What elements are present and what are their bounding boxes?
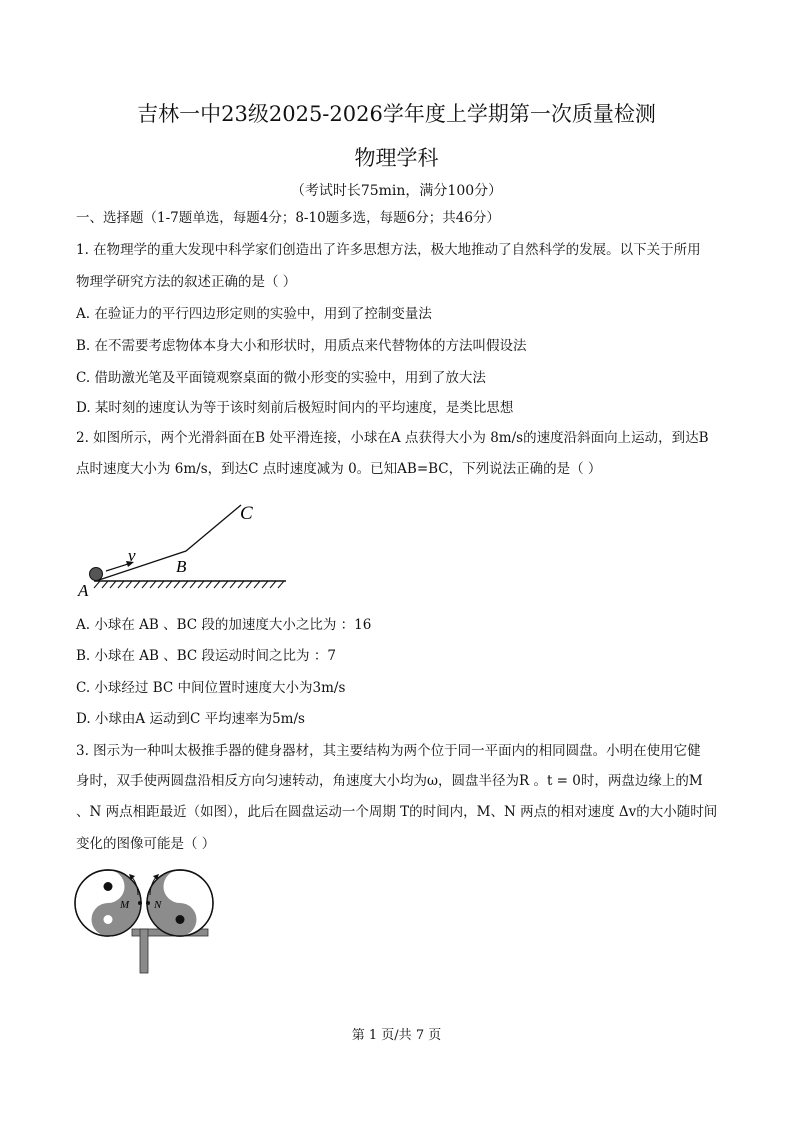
incline-line (96, 505, 241, 581)
point-n (146, 901, 150, 905)
q2-stem-line1: 2. 如图所示，两个光滑斜面在B 处平滑连接，小球在A 点获得大小为 8m/s的速度沿斜面向上运动，到达B (76, 430, 709, 446)
label-n: N (154, 899, 162, 911)
subject-title: 物理学科 (354, 146, 439, 170)
page-footer: 第 1 页/共 7 页 (351, 1028, 442, 1043)
ball (90, 568, 103, 581)
q1-stem-line2: 物理学研究方法的叙述正确的是（ ） (76, 274, 297, 290)
q2-option-b: B. 小球在 AB 、BC 段运动时间之比为 ：7 (76, 648, 336, 664)
exam-info: （考试时长75min，满分100分） (290, 183, 503, 199)
q2-option-a: A. 小球在 AB 、BC 段的加速度大小之比为 ：16 (76, 617, 372, 633)
label-b: B (176, 557, 187, 576)
q1-option-c: C. 借助激光笔及平面镜观察桌面的微小形变的实验中，用到了放大法 (76, 370, 486, 386)
exam-title: 吉林一中23级2025-2026学年度上学期第一次质量检测 (137, 102, 656, 126)
q3-stem-line4: 变化的图像可能是（ ） (76, 836, 216, 852)
q3-stem-line3: 、N 两点相距最近（如图），此后在圆盘运动一个周期 T的时间内，M、N 两点的相对速度 Δv的大小随时间 (76, 804, 718, 820)
q2-option-d: D. 小球由A 运动到C 平均速率为5m/s (76, 711, 305, 727)
q2-option-c: C. 小球经过 BC 中间位置时速度大小为3m/s (76, 680, 346, 696)
q1-option-b: B. 在不需要考虑物体本身大小和形状时，用质点来代替物体的方法叫假设法 (76, 338, 527, 354)
q1-option-a: A. 在验证力的平行四边形定则的实验中，用到了控制变量法 (76, 306, 432, 322)
section-heading: 一、选择题（1-7题单选，每题4分；8-10题多选，每题6分；共46分） (76, 210, 500, 226)
taiji-pusher-figure (72, 865, 220, 977)
q2-stem-line2: 点时速度大小为 6m/s，到达C 点时速度减为 0。已知AB=BC，下列说法正确的是（ ） (76, 461, 602, 477)
point-m (138, 901, 142, 905)
label-m: M (120, 899, 130, 911)
left-disc (75, 870, 141, 936)
q3-stem-line2: 身时，双手使两圆盘沿相反方向匀速转动，角速度大小均为ω，圆盘半径为R 。t = 0时，两盘边缘上的M (76, 773, 703, 789)
q1-option-d: D. 某时刻的速度认为等于该时刻前后极短时间内的平均速度，是类比思想 (76, 400, 514, 416)
label-a: A (78, 581, 89, 600)
label-c: C (240, 503, 253, 524)
q1-stem-line1: 1. 在物理学的重大发现中科学家们创造出了许多思想方法，极大地推动了自然科学的发展。以下关于所用 (76, 242, 701, 258)
q3-stem-line1: 3. 图示为一种叫太极推手器的健身器材，其主要结构为两个位于同一平面内的相同圆盘。小明在使用它健 (76, 743, 701, 759)
label-v: v (128, 546, 136, 565)
incline-figure (76, 495, 296, 600)
